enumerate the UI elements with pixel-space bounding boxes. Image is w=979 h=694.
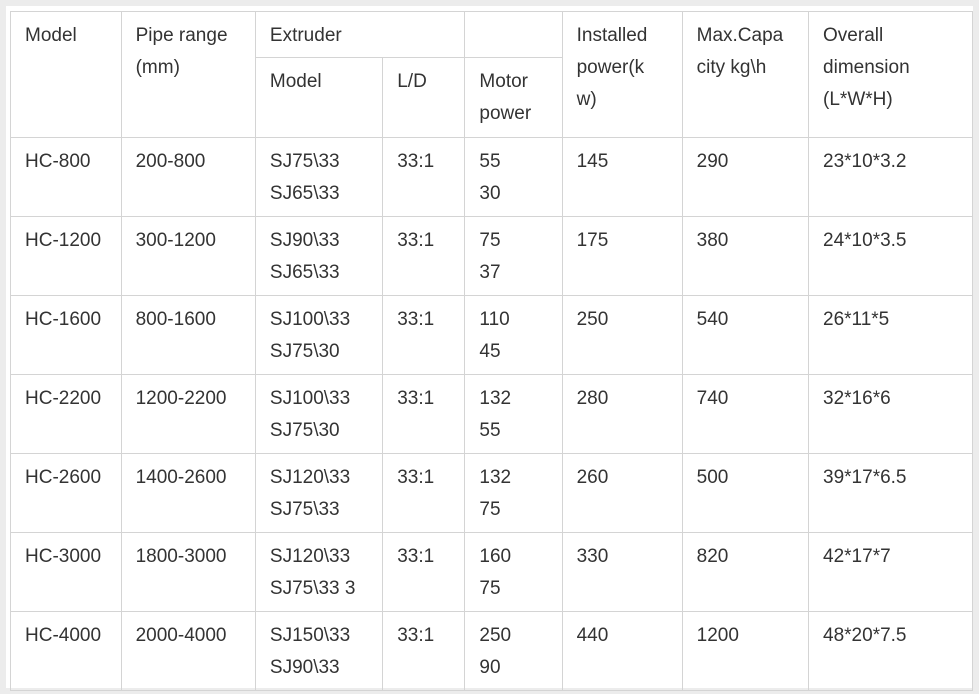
cell-installed-power: 175: [562, 217, 682, 296]
cell-installed-power: 145: [562, 138, 682, 217]
table-row: [11, 375, 973, 454]
cell-extruder-model: SJ90\33 SJ65\33: [255, 217, 382, 296]
table-row: [11, 296, 973, 375]
cell-installed-power: 250: [562, 296, 682, 375]
cell-overall-dimension: 26*11*5: [809, 296, 973, 375]
cell-ld: 33:1: [383, 296, 465, 375]
cell-pipe-range: 1200-2200: [121, 375, 255, 454]
header-overall-dimension: Overall dimension (L*W*H): [809, 12, 973, 138]
cell-model: HC-4000: [11, 612, 122, 691]
header-motor-power: Motor power: [465, 58, 562, 138]
cell-motor-power: 110 45: [465, 296, 562, 375]
header-extruder-model: Model: [255, 58, 382, 138]
cell-model: HC-3000: [11, 533, 122, 612]
cell-extruder-model: SJ75\33 SJ65\33: [255, 138, 382, 217]
cell-overall-dimension: 48*20*7.5: [809, 612, 973, 691]
cell-max-capacity: 500: [682, 454, 808, 533]
cell-installed-power: 280: [562, 375, 682, 454]
cell-model: HC-2200: [11, 375, 122, 454]
cell-motor-power: 132 55: [465, 375, 562, 454]
cell-overall-dimension: 39*17*6.5: [809, 454, 973, 533]
cell-installed-power: 260: [562, 454, 682, 533]
cell-extruder-model: SJ120\33 SJ75\33: [255, 454, 382, 533]
cell-model: HC-1600: [11, 296, 122, 375]
table-row: [11, 138, 973, 217]
cell-installed-power: 440: [562, 612, 682, 691]
cell-ld: 33:1: [383, 375, 465, 454]
cell-ld: 33:1: [383, 612, 465, 691]
cell-pipe-range: 1400-2600: [121, 454, 255, 533]
cell-ld: 33:1: [383, 533, 465, 612]
header-installed-power: Installed power(k w): [562, 12, 682, 138]
cell-motor-power: 55 30: [465, 138, 562, 217]
cell-pipe-range: 200-800: [121, 138, 255, 217]
cell-extruder-model: SJ100\33 SJ75\30: [255, 375, 382, 454]
table-row: [11, 612, 973, 691]
cell-motor-power: 160 75: [465, 533, 562, 612]
cell-overall-dimension: 23*10*3.2: [809, 138, 973, 217]
cell-motor-power: 132 75: [465, 454, 562, 533]
table-row: [11, 454, 973, 533]
header-pipe-range: Pipe range (mm): [121, 12, 255, 138]
cell-overall-dimension: 42*17*7: [809, 533, 973, 612]
cell-max-capacity: 380: [682, 217, 808, 296]
cell-pipe-range: 1800-3000: [121, 533, 255, 612]
cell-model: HC-2600: [11, 454, 122, 533]
cell-max-capacity: 820: [682, 533, 808, 612]
header-ld: L/D: [383, 58, 465, 138]
cell-installed-power: 330: [562, 533, 682, 612]
table-row: [11, 217, 973, 296]
header-empty: [465, 12, 562, 58]
cell-max-capacity: 740: [682, 375, 808, 454]
cell-overall-dimension: 32*16*6: [809, 375, 973, 454]
spec-table: [10, 11, 973, 691]
cell-extruder-model: SJ120\33 SJ75\33 3: [255, 533, 382, 612]
cell-ld: 33:1: [383, 217, 465, 296]
cell-model: HC-800: [11, 138, 122, 217]
cell-model: HC-1200: [11, 217, 122, 296]
header-model: Model: [11, 12, 122, 138]
cell-overall-dimension: 24*10*3.5: [809, 217, 973, 296]
header-extruder: Extruder: [255, 12, 465, 58]
cell-extruder-model: SJ100\33 SJ75\30: [255, 296, 382, 375]
cell-max-capacity: 1200: [682, 612, 808, 691]
cell-max-capacity: 540: [682, 296, 808, 375]
header-max-capacity: Max.Capa city kg\h: [682, 12, 808, 138]
cell-ld: 33:1: [383, 454, 465, 533]
cell-ld: 33:1: [383, 138, 465, 217]
cell-pipe-range: 300-1200: [121, 217, 255, 296]
cell-motor-power: 75 37: [465, 217, 562, 296]
cell-max-capacity: 290: [682, 138, 808, 217]
cell-motor-power: 250 90: [465, 612, 562, 691]
cell-extruder-model: SJ150\33 SJ90\33: [255, 612, 382, 691]
cell-pipe-range: 800-1600: [121, 296, 255, 375]
table-row: [11, 533, 973, 612]
cell-pipe-range: 2000-4000: [121, 612, 255, 691]
